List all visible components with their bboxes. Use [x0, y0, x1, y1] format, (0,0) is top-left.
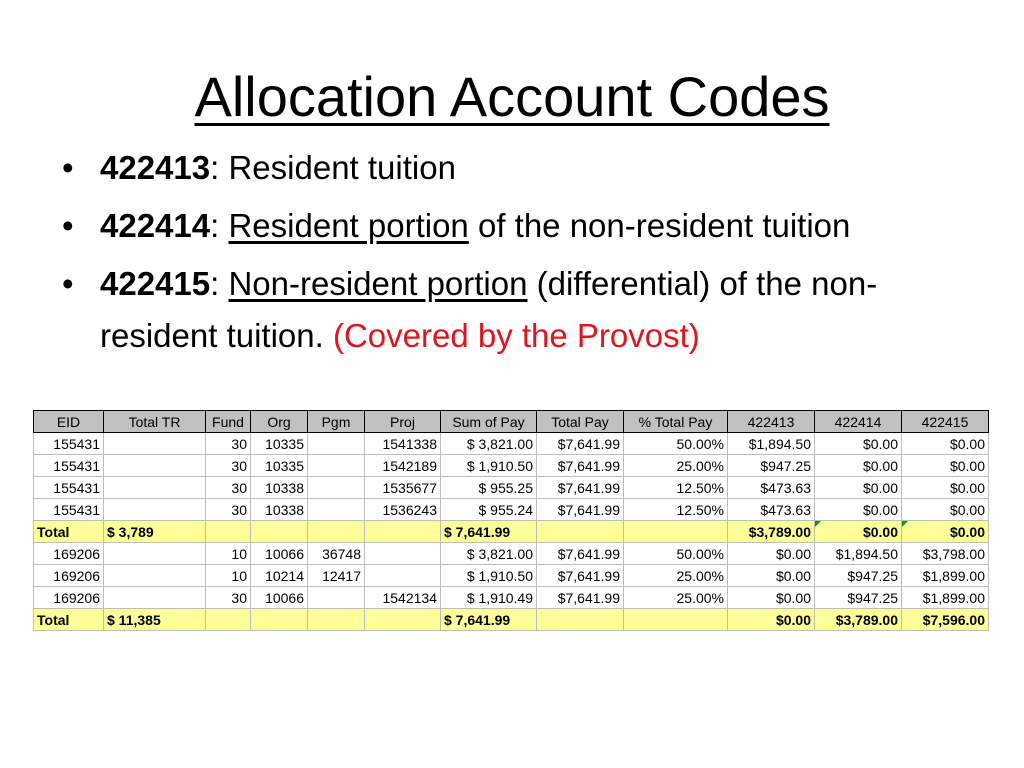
account-code: 422415 [100, 265, 211, 302]
table-cell [251, 521, 308, 543]
table-cell: $7,641.99 [537, 587, 624, 609]
table-cell: $0.00 [728, 609, 815, 631]
table-cell: $0.00 [902, 433, 989, 455]
table-cell [206, 609, 251, 631]
code-separator: : [210, 207, 220, 244]
table-cell: $1,899.00 [902, 587, 989, 609]
table-cell: $ 955.24 [441, 499, 537, 521]
table-cell: 1541338 [365, 433, 441, 455]
table-cell: $0.00 [902, 477, 989, 499]
bullet-item-422415 [62, 258, 982, 362]
table-cell [308, 433, 365, 455]
table-cell: 155431 [34, 433, 104, 455]
column-header: Sum of Pay [441, 411, 537, 433]
table-cell: $0.00 [728, 565, 815, 587]
table-row [34, 587, 989, 609]
table-cell: $1,894.50 [728, 433, 815, 455]
table-cell: $ 3,821.00 [441, 543, 537, 565]
table-cell: 169206 [34, 565, 104, 587]
table-cell: $947.25 [728, 455, 815, 477]
account-code: 422413 [100, 149, 211, 186]
table-cell: $ 3,789 [104, 521, 206, 543]
table-cell: $ 1,910.50 [441, 455, 537, 477]
table-row [34, 477, 989, 499]
table-cell [104, 455, 206, 477]
table-cell [308, 609, 365, 631]
table-cell: $ 1,910.50 [441, 565, 537, 587]
column-header: Total TR [104, 411, 206, 433]
table-cell: 1542189 [365, 455, 441, 477]
table-cell: 1536243 [365, 499, 441, 521]
table-cell [308, 499, 365, 521]
table-cell: $0.00 [815, 521, 902, 543]
table-row [34, 565, 989, 587]
table-cell: $3,789.00 [728, 521, 815, 543]
table-cell: $1,894.50 [815, 543, 902, 565]
table-cell [308, 477, 365, 499]
table-cell: $0.00 [728, 587, 815, 609]
table-cell: 155431 [34, 455, 104, 477]
table-cell: $0.00 [902, 455, 989, 477]
table-cell: $0.00 [902, 499, 989, 521]
table-cell [365, 543, 441, 565]
table-cell: $ 7,641.99 [441, 609, 537, 631]
table-cell: 1535677 [365, 477, 441, 499]
total-row [34, 609, 989, 631]
bullet-text-post: of the non-resident tuition [468, 207, 851, 244]
table-row [34, 543, 989, 565]
table-cell: 30 [206, 477, 251, 499]
column-header: Proj [365, 411, 441, 433]
table-cell: $0.00 [815, 477, 902, 499]
table-cell [308, 587, 365, 609]
table-cell [104, 543, 206, 565]
table-cell: 30 [206, 499, 251, 521]
column-header: 422413 [728, 411, 815, 433]
table-cell [251, 609, 308, 631]
table-cell [104, 433, 206, 455]
table-cell: $ 955.25 [441, 477, 537, 499]
table-cell [206, 521, 251, 543]
table-cell: 30 [206, 455, 251, 477]
table-cell [624, 521, 728, 543]
table-body [34, 433, 989, 631]
table-cell: Total [34, 521, 104, 543]
table-cell: $7,641.99 [537, 433, 624, 455]
table-cell: $947.25 [815, 587, 902, 609]
table-cell: 36748 [308, 543, 365, 565]
table-cell: $0.00 [815, 433, 902, 455]
table-cell: $7,641.99 [537, 543, 624, 565]
bullet-item-422414 [62, 200, 982, 252]
column-header: 422415 [902, 411, 989, 433]
table-cell: $0.00 [815, 499, 902, 521]
table-cell: 169206 [34, 587, 104, 609]
table-cell [365, 521, 441, 543]
table-cell: 169206 [34, 543, 104, 565]
bullet-dot: • [62, 207, 74, 244]
provost-note: (Covered by the Provost) [332, 317, 700, 354]
table-cell [365, 565, 441, 587]
table-cell: $0.00 [728, 543, 815, 565]
table-cell: 30 [206, 433, 251, 455]
table-cell: 12417 [308, 565, 365, 587]
table-cell: 10 [206, 565, 251, 587]
column-header: % Total Pay [624, 411, 728, 433]
table-cell: 10335 [251, 455, 308, 477]
table-cell: $3,798.00 [902, 543, 989, 565]
table-cell: $7,641.99 [537, 455, 624, 477]
table-cell: 50.00% [624, 543, 728, 565]
table-cell: 25.00% [624, 565, 728, 587]
table-cell: 10335 [251, 433, 308, 455]
table-cell: $ 11,385 [104, 609, 206, 631]
bullet-list [62, 142, 982, 368]
table-cell: 25.00% [624, 587, 728, 609]
table-cell [308, 455, 365, 477]
table-cell: $1,899.00 [902, 565, 989, 587]
bullet-dot: • [62, 265, 74, 302]
table-cell: 50.00% [624, 433, 728, 455]
column-header: Total Pay [537, 411, 624, 433]
bullet-item-422413 [62, 142, 982, 194]
column-header: EID [34, 411, 104, 433]
table-cell: 155431 [34, 477, 104, 499]
table-cell: $947.25 [815, 565, 902, 587]
table-cell: $0.00 [815, 455, 902, 477]
column-header: Pgm [308, 411, 365, 433]
table-cell: $473.63 [728, 477, 815, 499]
table-header-row [34, 411, 989, 433]
allocation-table-wrapper [33, 410, 989, 631]
table-cell [308, 521, 365, 543]
column-header: 422414 [815, 411, 902, 433]
table-cell: 10338 [251, 499, 308, 521]
table-cell [624, 609, 728, 631]
column-header: Org [251, 411, 308, 433]
code-separator: : [210, 149, 220, 186]
underlined-term: Non-resident portion [228, 265, 528, 302]
table-cell: 10338 [251, 477, 308, 499]
table-cell: Total [34, 609, 104, 631]
table-cell: $473.63 [728, 499, 815, 521]
table-cell: 155431 [34, 499, 104, 521]
table-cell: $7,641.99 [537, 477, 624, 499]
table-cell [104, 499, 206, 521]
table-row [34, 499, 989, 521]
code-separator: : [210, 265, 220, 302]
table-cell: 10066 [251, 543, 308, 565]
table-cell: $7,641.99 [537, 565, 624, 587]
table-cell: $ 1,910.49 [441, 587, 537, 609]
table-cell [104, 477, 206, 499]
table-cell [104, 587, 206, 609]
account-code: 422414 [100, 207, 211, 244]
allocation-table [33, 410, 989, 631]
table-cell: 12.50% [624, 477, 728, 499]
table-cell: 10214 [251, 565, 308, 587]
table-cell: 10066 [251, 587, 308, 609]
table-row [34, 455, 989, 477]
column-header: Fund [206, 411, 251, 433]
table-cell [537, 521, 624, 543]
bullet-text-post: (differential) of the non-resident tuition. [100, 265, 878, 354]
table-row [34, 433, 989, 455]
table-cell: $7,596.00 [902, 609, 989, 631]
slide-title: Allocation Account Codes [194, 65, 830, 128]
table-cell: 1542134 [365, 587, 441, 609]
table-cell: $0.00 [902, 521, 989, 543]
table-cell: $7,641.99 [537, 499, 624, 521]
table-cell: 10 [206, 543, 251, 565]
table-cell: $ 3,821.00 [441, 433, 537, 455]
bullet-dot: • [62, 149, 74, 186]
bullet-text: Resident tuition [219, 149, 456, 186]
underlined-term: Resident portion [228, 207, 469, 244]
table-cell: $3,789.00 [815, 609, 902, 631]
table-cell [365, 609, 441, 631]
table-cell: 25.00% [624, 455, 728, 477]
total-row [34, 521, 989, 543]
table-cell: 12.50% [624, 499, 728, 521]
table-cell: $ 7,641.99 [441, 521, 537, 543]
table-cell [104, 565, 206, 587]
table-cell: 30 [206, 587, 251, 609]
table-cell [537, 609, 624, 631]
